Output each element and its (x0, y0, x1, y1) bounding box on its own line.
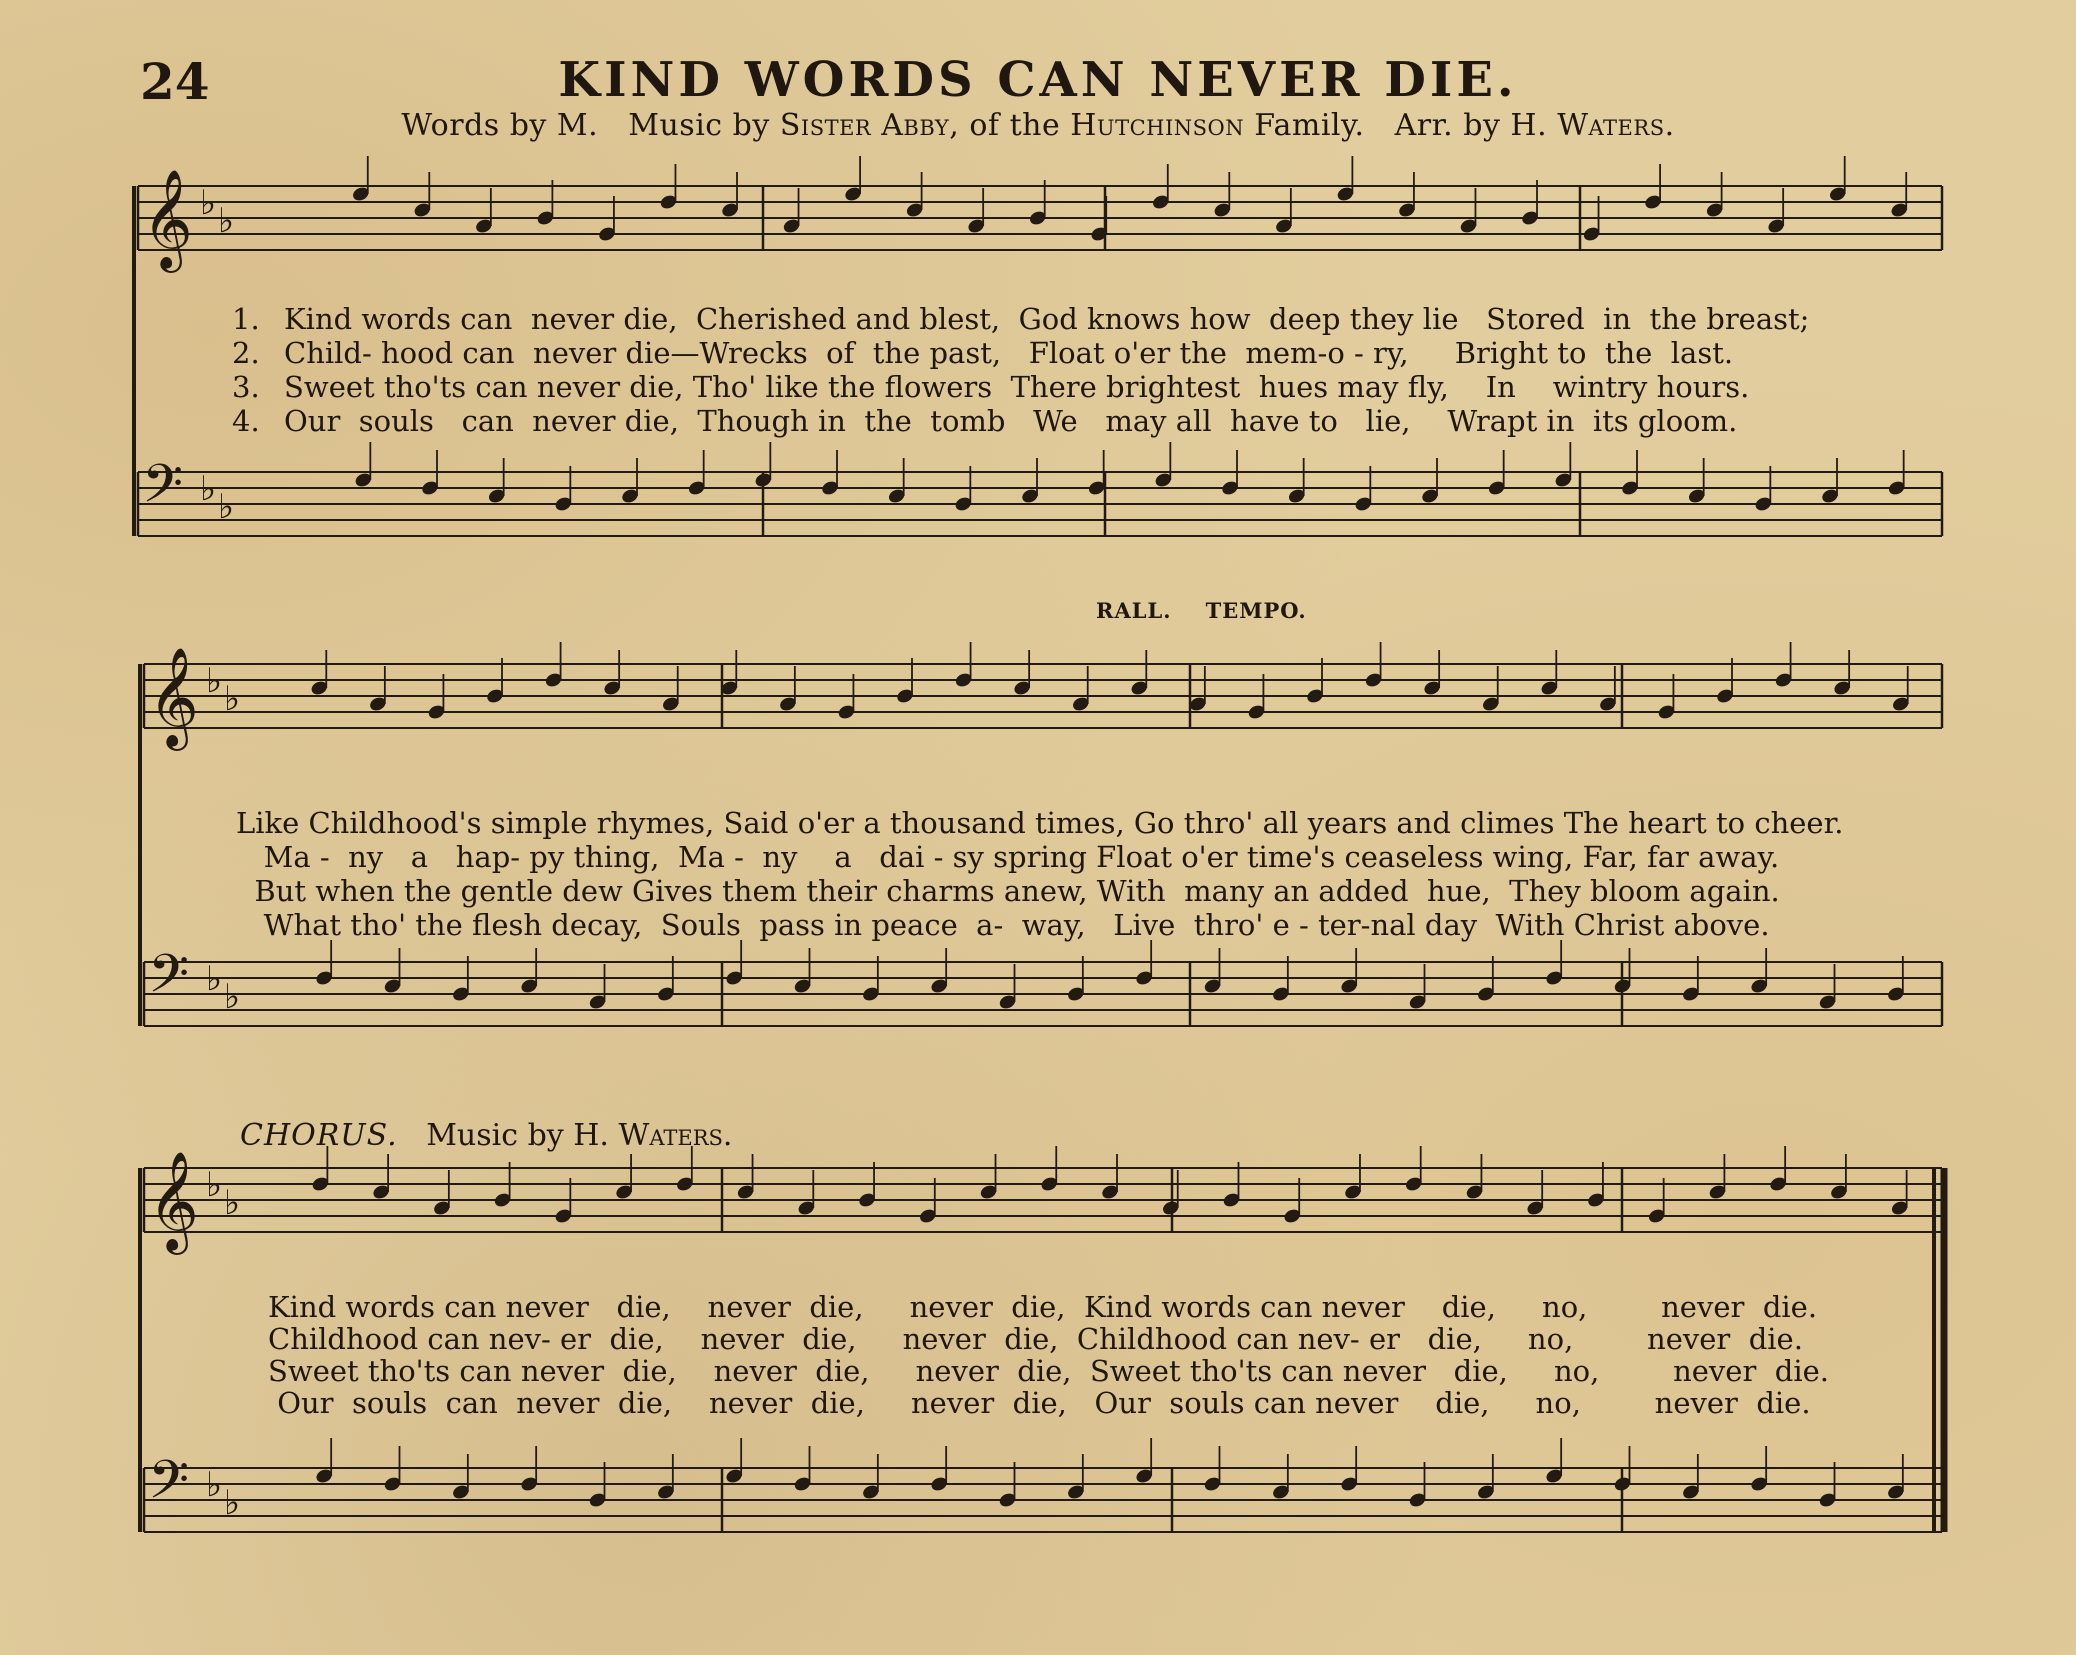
verse-line-2: 2. Child- hood can never die—Wrecks of the past, Float o'er the mem-o - ry, Bright to the last. (232, 336, 1734, 370)
flat-icon: ♭ (206, 1165, 223, 1205)
chorus-label: CHORUS. (240, 1118, 398, 1153)
verse-line-8: What tho' the flesh decay, Souls pass in peace a- way, Live thro' e - ter-nal day With Christ above. (236, 908, 1770, 942)
chorus-line-4: Our souls can never die, never die, never die, Our souls can never die, no, never die. (268, 1386, 1811, 1420)
chorus-credit-prefix: Music by H. (426, 1118, 609, 1153)
flat-icon: ♭ (218, 487, 235, 527)
composer-suffix: , of the (949, 108, 1061, 143)
chorus-heading (240, 1118, 732, 1153)
flat-icon: ♭ (206, 959, 223, 999)
flat-icon: ♭ (200, 469, 217, 509)
treble-clef-icon: 𝄞 (142, 169, 193, 269)
verse-line-1: 1. Kind words can never die, Cherished and blest, God knows how deep they lie Stored in the breast; (232, 302, 1810, 336)
flat-icon: ♭ (200, 183, 217, 223)
song-title: KIND WORDS CAN NEVER DIE. (558, 52, 1518, 108)
tempo-mark: TEMPO. (1205, 598, 1307, 623)
verse-line-4: 4. Our souls can never die, Though in the tomb We may all have to lie, Wrapt in its gloom. (232, 404, 1738, 438)
treble-clef-icon: 𝄞 (148, 1151, 199, 1251)
arranger-prefix: Arr. by H. (1394, 108, 1548, 143)
page-number: 24 (140, 52, 210, 111)
flat-icon: ♭ (206, 1465, 223, 1505)
flat-icon: ♭ (224, 977, 241, 1017)
flat-icon: ♭ (224, 679, 241, 719)
rall-mark: RALL. (1096, 598, 1172, 623)
flat-icon: ♭ (218, 201, 235, 241)
chorus-line-2: Childhood can nev- er die, never die, never die, Childhood can nev- er die, no, never die. (268, 1322, 1803, 1356)
verse-line-6: Ma - ny a hap- py thing, Ma - ny a dai - sy spring Float o'er time's ceaseless wing, Far, far away. (236, 840, 1780, 874)
bass-clef-icon: 𝄢 (148, 1450, 190, 1524)
chorus-line-1: Kind words can never die, never die, never die, Kind words can never die, no, never die. (268, 1290, 1818, 1324)
arranger-name: Waters. (1557, 108, 1675, 143)
family-name: Hutchinson (1070, 108, 1245, 143)
bass-clef-icon: 𝄢 (142, 454, 184, 528)
composer-name: Sister Abby (779, 108, 950, 143)
verse-line-5: Like Childhood's simple rhymes, Said o'er a thousand times, Go thro' all years and climes The heart to cheer. (236, 806, 1844, 840)
treble-clef-icon: 𝄞 (148, 647, 199, 747)
flat-icon: ♭ (206, 661, 223, 701)
family-suffix: Family. (1254, 108, 1365, 143)
bass-clef-icon: 𝄢 (148, 944, 190, 1018)
chorus-line-3: Sweet tho'ts can never die, never die, never die, Sweet tho'ts can never die, no, never die. (268, 1354, 1829, 1388)
tempo-marks (1096, 598, 1341, 623)
chorus-credit-name: Waters. (618, 1118, 733, 1153)
verse-line-7: But when the gentle dew Gives them their charms anew, With many an added hue, They bloom again. (236, 874, 1780, 908)
words-credit: Words by M. (401, 108, 599, 143)
flat-icon: ♭ (224, 1483, 241, 1523)
flat-icon: ♭ (224, 1183, 241, 1223)
music-credit-prefix: Music by (628, 108, 770, 143)
verse-line-3: 3. Sweet tho'ts can never die, Tho' like the flowers There brightest hues may fly, In wintry hours. (232, 370, 1750, 404)
